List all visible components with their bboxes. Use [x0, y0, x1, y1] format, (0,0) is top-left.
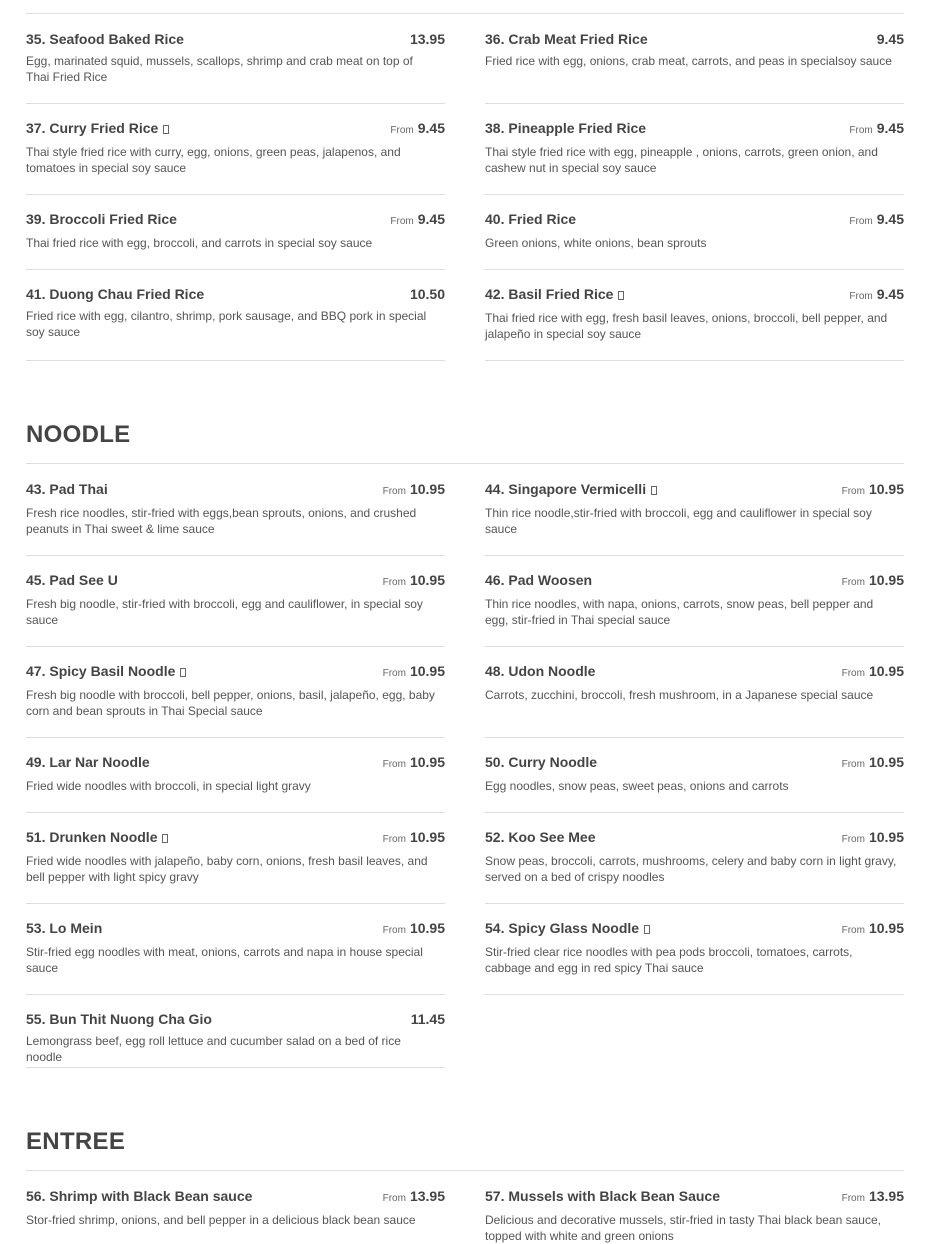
- menu-item-header: [26, 754, 445, 776]
- menu-item-price-group: [383, 754, 445, 772]
- menu-item-header: [26, 31, 445, 53]
- menu-item[interactable]: [485, 120, 904, 195]
- menu-item-header: [485, 286, 904, 308]
- menu-item-description: Green onions, white onions, bean sprouts: [485, 236, 707, 250]
- price-from-label: From: [382, 668, 406, 679]
- menu-item-price: 13.95: [409, 1188, 445, 1204]
- menu-item-name: Crab Meat Fried Rice: [504, 31, 648, 47]
- menu-item-price: 10.95: [409, 481, 445, 497]
- menu-item-price: 11.45: [410, 1011, 445, 1027]
- menu-item-name: Basil Fried Rice: [504, 286, 614, 302]
- menu-item-price-group: [410, 31, 445, 49]
- menu-item-header: [26, 572, 445, 594]
- menu-item-title[interactable]: [26, 31, 184, 47]
- menu-item-number: 53.: [26, 920, 46, 936]
- spicy-icon: [180, 668, 186, 677]
- menu-item-description: Fried rice with egg, onions, crab meat, carrots, and peas in specialsoy sauce: [485, 54, 892, 68]
- menu-item-name: Udon Noodle: [504, 663, 596, 679]
- menu-item-description: Egg, marinated squid, mussels, scallops, shrimp and crab meat on top of Thai Fried Rice: [26, 54, 413, 84]
- menu-item[interactable]: [485, 211, 904, 270]
- menu-item-header: [26, 920, 445, 942]
- menu-item-name: Pad Thai: [45, 481, 108, 497]
- menu-item-description: Fresh rice noodles, stir-fried with eggs,bean sprouts, onions, and crushed peanuts in Thai sweet & lime sauce: [26, 506, 417, 536]
- menu-item-description: Thin rice noodle,stir-fried with broccoli, egg and cauliflower in special soy sauce: [485, 506, 872, 536]
- menu-item-header: [485, 663, 904, 685]
- menu-item-price-group: [390, 120, 445, 138]
- price-from-label: From: [390, 125, 414, 136]
- menu-item-title[interactable]: [26, 286, 204, 302]
- menu-item-description: Lemongrass beef, egg roll lettuce and cucumber salad on a bed of rice noodle: [26, 1034, 401, 1064]
- menu-item-description: Thai fried rice with egg, fresh basil leaves, onions, broccoli, bell pepper, and jalapeño in special soy sauce: [485, 311, 888, 341]
- spicy-icon: [162, 834, 168, 843]
- menu-item-title[interactable]: [485, 572, 592, 588]
- price-from-label: From: [841, 925, 865, 936]
- menu-item[interactable]: [26, 829, 445, 904]
- menu-item-title[interactable]: [26, 829, 168, 845]
- menu-item-name: Fried Rice: [504, 211, 577, 227]
- menu-item-title[interactable]: [26, 663, 186, 679]
- price-from-label: From: [849, 125, 873, 136]
- menu-item-name: Mussels with Black Bean Sauce: [504, 1188, 720, 1204]
- menu-item-number: 52.: [485, 829, 505, 845]
- menu-item-number: 42.: [485, 286, 505, 302]
- menu-item-header: [485, 754, 904, 776]
- menu-item-name: Bun Thit Nuong Cha Gio: [45, 1011, 212, 1027]
- menu-item-description: Fresh big noodle, stir-fried with broccoli, egg and cauliflower, in special soy sauce: [26, 597, 423, 627]
- menu-item-description: Fried wide noodles with jalapeño, baby corn, onions, fresh basil leaves, and bell pepper with light spicy gravy: [26, 854, 428, 884]
- menu-item-number: 55.: [26, 1011, 46, 1027]
- menu-item-price-group: [383, 481, 445, 499]
- menu-item-header: [485, 211, 904, 233]
- menu-item-price: 10.95: [409, 920, 445, 936]
- menu-item-number: 48.: [485, 663, 505, 679]
- price-from-label: From: [841, 486, 865, 497]
- menu-item-name: Seafood Baked Rice: [45, 31, 184, 47]
- menu-item-header: [485, 31, 904, 53]
- menu-item-name: Spicy Basil Noodle: [45, 663, 176, 679]
- menu-item[interactable]: [26, 1011, 445, 1068]
- menu-item-price-group: [849, 286, 904, 304]
- menu-item-number: 37.: [26, 120, 46, 136]
- menu-item-title[interactable]: [485, 1188, 720, 1204]
- spicy-icon: [618, 291, 624, 300]
- menu-item-title[interactable]: [26, 120, 169, 136]
- menu-item-price-group: [842, 1188, 904, 1206]
- menu-item-description: Thai style fried rice with curry, egg, onions, green peas, jalapenos, and tomatoes in special soy sauce: [26, 145, 401, 175]
- menu-item-price: 9.45: [876, 120, 904, 136]
- price-from-label: From: [390, 216, 414, 227]
- menu-item[interactable]: [485, 572, 904, 647]
- price-from-label: From: [841, 577, 865, 588]
- menu-item-name: Pad See U: [45, 572, 118, 588]
- menu-item-price: 9.45: [876, 211, 904, 227]
- menu-item-description: Thai fried rice with egg, broccoli, and carrots in special soy sauce: [26, 236, 373, 250]
- menu-item-price: 10.95: [409, 663, 445, 679]
- menu-item-price: 10.95: [409, 829, 445, 845]
- menu-item-price-group: [383, 663, 445, 681]
- spicy-icon: [651, 486, 657, 495]
- menu-item-number: 49.: [26, 754, 46, 770]
- menu-item-price: 9.45: [417, 211, 445, 227]
- menu-item-number: 39.: [26, 211, 46, 227]
- menu-item[interactable]: [26, 572, 445, 647]
- menu-item-header: [26, 286, 445, 308]
- menu-item-price-group: [383, 1188, 445, 1206]
- menu-item-price-group: [842, 829, 904, 847]
- price-from-label: From: [382, 759, 406, 770]
- menu-item-number: 56.: [26, 1188, 46, 1204]
- menu-item-description: Snow peas, broccoli, carrots, mushrooms, celery and baby corn in light gravy, served on a bed of crispy noodles: [485, 854, 897, 884]
- menu-item-number: 47.: [26, 663, 46, 679]
- price-from-label: From: [382, 577, 406, 588]
- menu-item-header: [485, 120, 904, 142]
- menu-item-header: [26, 663, 445, 685]
- menu-item-name: Lo Mein: [45, 920, 103, 936]
- menu-item-price: 9.45: [417, 120, 445, 136]
- menu-item[interactable]: [26, 31, 445, 104]
- menu-item-title[interactable]: [26, 1011, 212, 1027]
- menu-item-price: 10.95: [868, 481, 904, 497]
- menu-item-price: 10.50: [409, 286, 445, 302]
- menu-item-header: [485, 481, 904, 503]
- menu-item-name: Curry Fried Rice: [45, 120, 159, 136]
- menu-item-description: Stir-fried clear rice noodles with pea pods broccoli, tomatoes, carrots, cabbage and egg in red spicy Thai sauce: [485, 945, 853, 975]
- menu-item-name: Singapore Vermicelli: [504, 481, 647, 497]
- menu-item-price: 10.95: [868, 754, 904, 770]
- menu-item-number: 54.: [485, 920, 505, 936]
- menu-item-price: 10.95: [868, 920, 904, 936]
- menu-item-header: [26, 829, 445, 851]
- menu-item-description: Fresh big noodle with broccoli, bell pepper, onions, basil, jalapeño, egg, baby corn and bean sprouts in Thai Special sauce: [26, 688, 435, 718]
- menu-item-title[interactable]: [26, 920, 102, 936]
- menu-item-number: 36.: [485, 31, 505, 47]
- menu-item-number: 51.: [26, 829, 46, 845]
- menu-item-number: 38.: [485, 120, 505, 136]
- menu-item-price-group: [390, 211, 445, 229]
- section-title-entree: ENTREE: [26, 1128, 126, 1155]
- menu-item-price-group: [842, 754, 904, 772]
- menu-item-title[interactable]: [26, 1188, 252, 1204]
- menu-item-name: Shrimp with Black Bean sauce: [45, 1188, 253, 1204]
- menu-item-title[interactable]: [26, 211, 177, 227]
- menu-item-number: 44.: [485, 481, 505, 497]
- menu-item-number: 41.: [26, 286, 46, 302]
- menu-item-price: 13.95: [868, 1188, 904, 1204]
- menu-item-name: Pad Woosen: [504, 572, 593, 588]
- menu-item-price-group: [410, 286, 445, 304]
- menu-item-price: 10.95: [868, 663, 904, 679]
- menu-item-description: Egg noodles, snow peas, sweet peas, onions and carrots: [485, 779, 789, 793]
- menu-item-number: 35.: [26, 31, 46, 47]
- menu-item-number: 50.: [485, 754, 505, 770]
- menu-item-price-group: [842, 572, 904, 590]
- menu-item-header: [485, 920, 904, 942]
- menu-item-price: 10.95: [868, 829, 904, 845]
- menu-item[interactable]: [26, 211, 445, 270]
- menu-item-number: 45.: [26, 572, 46, 588]
- top-divider: [26, 13, 904, 14]
- menu-item-name: Drunken Noodle: [45, 829, 158, 845]
- menu-item-name: Lar Nar Noodle: [45, 754, 150, 770]
- menu-item-price: 10.95: [409, 572, 445, 588]
- menu-item-price: 13.95: [409, 31, 445, 47]
- price-from-label: From: [849, 291, 873, 302]
- menu-item-number: 43.: [26, 481, 46, 497]
- menu-item-price-group: [842, 663, 904, 681]
- menu-item-name: Spicy Glass Noodle: [504, 920, 640, 936]
- menu-item-price-group: [842, 920, 904, 938]
- menu-item-description: Thai style fried rice with egg, pineapple , onions, carrots, green onion, and cashew nut in special soy sauce: [485, 145, 878, 175]
- menu-item-title[interactable]: [485, 829, 596, 845]
- menu-item[interactable]: [26, 286, 445, 361]
- section-title-noodle: NOODLE: [26, 421, 131, 448]
- menu-item-header: [485, 1188, 904, 1210]
- menu-item-title[interactable]: [26, 481, 108, 497]
- menu-item[interactable]: [485, 829, 904, 904]
- menu-item-name: Curry Noodle: [504, 754, 598, 770]
- menu-item-title[interactable]: [485, 120, 646, 136]
- menu-item[interactable]: [26, 920, 445, 995]
- menu-item[interactable]: [485, 1188, 904, 1242]
- menu-item-price-group: [383, 572, 445, 590]
- menu-item-title[interactable]: [485, 663, 595, 679]
- menu-item[interactable]: [26, 754, 445, 813]
- menu-item-header: [26, 211, 445, 233]
- menu-item-description: Stor-fried shrimp, onions, and bell pepper in a delicious black bean sauce: [26, 1213, 416, 1227]
- menu-item-number: 57.: [485, 1188, 505, 1204]
- menu-item-price: 9.45: [876, 286, 904, 302]
- menu-item-title[interactable]: [485, 286, 624, 302]
- menu-item-title[interactable]: [485, 920, 650, 936]
- menu-item-description: Stir-fried egg noodles with meat, onions, carrots and napa in house special sauce: [26, 945, 423, 975]
- menu-item[interactable]: [485, 481, 904, 556]
- menu-item-title[interactable]: [485, 31, 648, 47]
- menu-item-title[interactable]: [485, 481, 657, 497]
- menu-item[interactable]: [26, 481, 445, 556]
- menu-item-number: 40.: [485, 211, 505, 227]
- menu-item-price-group: [383, 829, 445, 847]
- menu-item[interactable]: [26, 1188, 445, 1242]
- menu-item-header: [485, 572, 904, 594]
- menu-item-price: 9.45: [876, 31, 904, 47]
- menu-item-name: Broccoli Fried Rice: [45, 211, 177, 227]
- menu-item-header: [26, 120, 445, 142]
- menu-item-price-group: [849, 211, 904, 229]
- price-from-label: From: [841, 834, 865, 845]
- menu-item-header: [26, 481, 445, 503]
- menu-item-title[interactable]: [485, 754, 597, 770]
- menu-item-title[interactable]: [26, 754, 150, 770]
- price-from-label: From: [849, 216, 873, 227]
- menu-item-name: Koo See Mee: [504, 829, 596, 845]
- menu-item[interactable]: [26, 663, 445, 738]
- price-from-label: From: [382, 486, 406, 497]
- menu-item-description: Fried wide noodles with broccoli, in special light gravy: [26, 779, 311, 793]
- menu-item-name: Pineapple Fried Rice: [504, 120, 647, 136]
- menu-item-header: [26, 1188, 445, 1210]
- price-from-label: From: [382, 925, 406, 936]
- menu-item-price-group: [842, 481, 904, 499]
- menu-item-description: Fried rice with egg, cilantro, shrimp, pork sausage, and BBQ pork in special soy sauce: [26, 309, 427, 339]
- menu-item[interactable]: [485, 286, 904, 361]
- menu-item-header: [485, 829, 904, 851]
- menu-item-header: [26, 1011, 445, 1033]
- menu-item[interactable]: [485, 31, 904, 104]
- menu-item-price-group: [411, 1011, 445, 1029]
- section-divider: [26, 463, 904, 464]
- price-from-label: From: [382, 834, 406, 845]
- price-from-label: From: [841, 668, 865, 679]
- menu-item-number: 46.: [485, 572, 505, 588]
- menu-item-title[interactable]: [485, 211, 576, 227]
- menu-item[interactable]: [485, 754, 904, 813]
- spicy-icon: [163, 125, 169, 134]
- menu-item[interactable]: [485, 663, 904, 738]
- section-divider: [26, 1170, 904, 1171]
- price-from-label: From: [841, 1193, 865, 1204]
- menu-item-name: Duong Chau Fried Rice: [45, 286, 205, 302]
- menu-item-description: Delicious and decorative mussels, stir-fried in tasty Thai black bean sauce, topped with white and green onions: [485, 1213, 881, 1243]
- menu-item[interactable]: [26, 120, 445, 195]
- menu-item-title[interactable]: [26, 572, 118, 588]
- menu-item-price-group: [877, 31, 904, 49]
- menu-item-description: Thin rice noodles, with napa, onions, carrots, snow peas, bell pepper and egg, stir-fried in Thai special sauce: [485, 597, 874, 627]
- price-from-label: From: [841, 759, 865, 770]
- menu-item-price: 10.95: [868, 572, 904, 588]
- price-from-label: From: [382, 1193, 406, 1204]
- menu-item-price-group: [849, 120, 904, 138]
- menu-item-description: Carrots, zucchini, broccoli, fresh mushroom, in a Japanese special sauce: [485, 688, 874, 702]
- menu-item-price-group: [383, 920, 445, 938]
- menu-item[interactable]: [485, 920, 904, 995]
- spicy-icon: [644, 925, 650, 934]
- menu-item-price: 10.95: [409, 754, 445, 770]
